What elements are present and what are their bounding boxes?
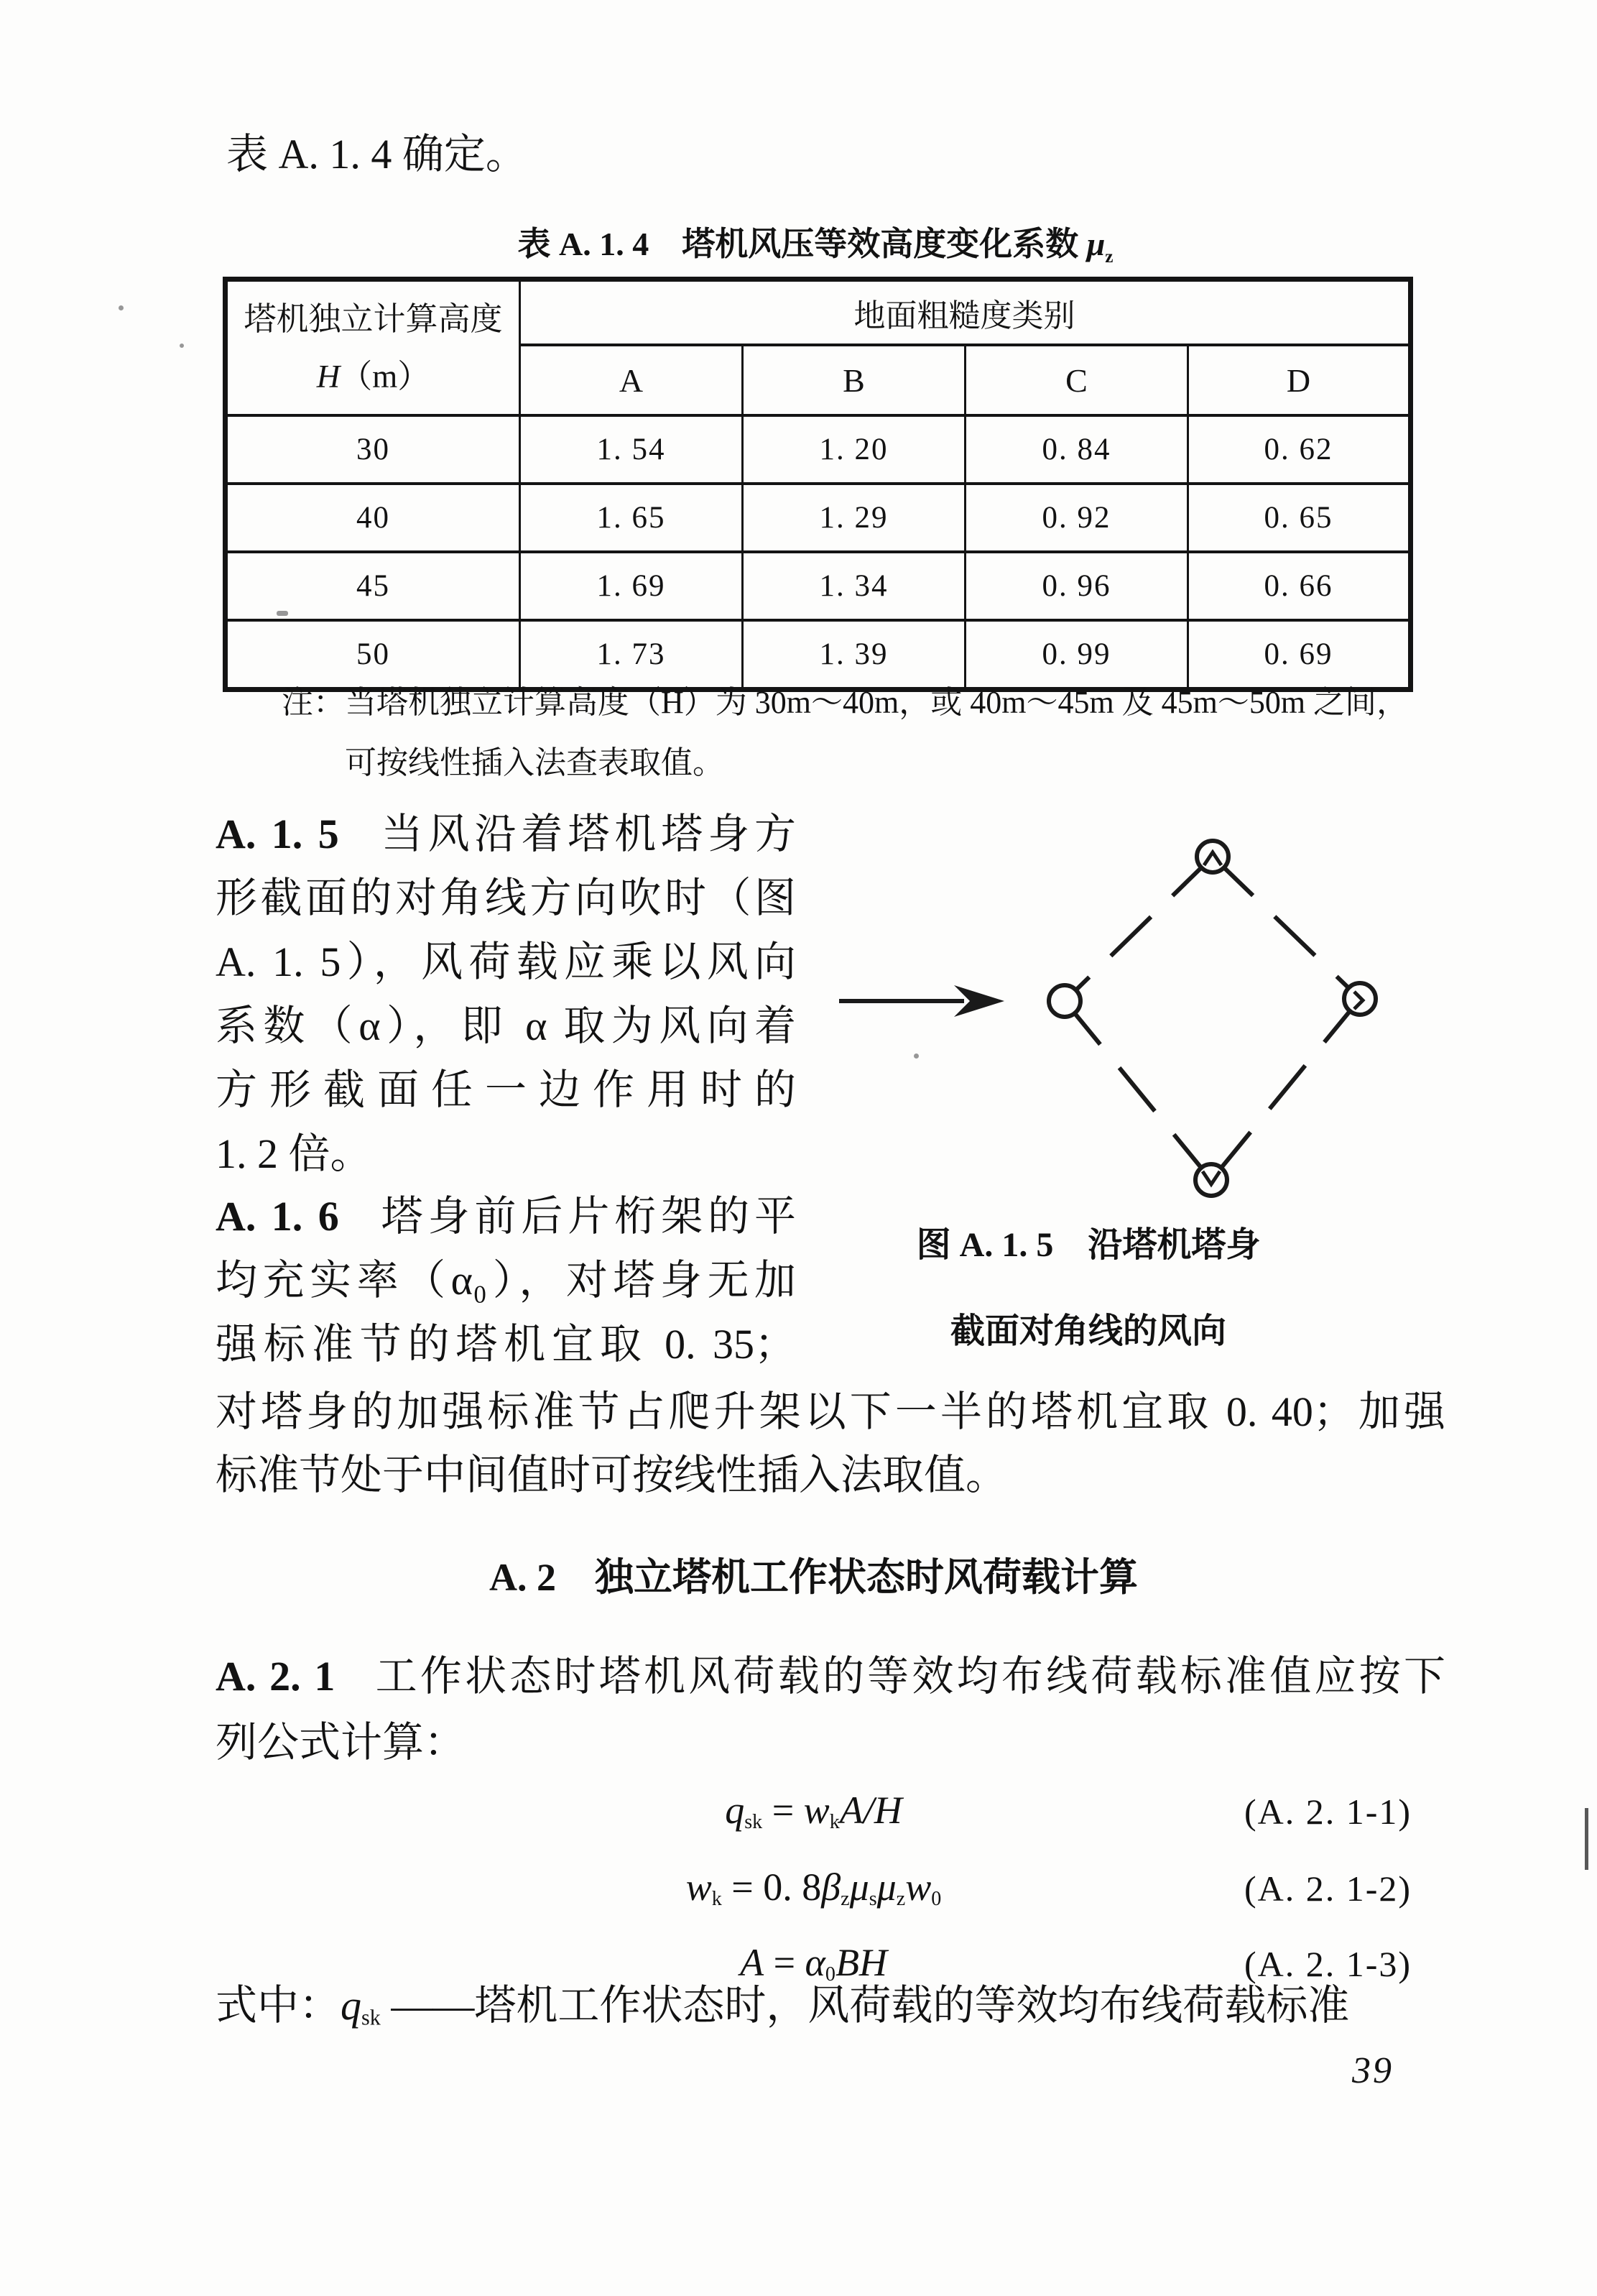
table-note-line-1: 注：当塔机独立计算高度（H）为 30m～40m，或 40m～45m 及 45m～50m 之间， <box>282 685 1409 720</box>
paragraph-a16-line: 均充实率（α₀），对塔身无加 <box>216 1257 796 1304</box>
table-note-line-2: 可按线性插入法查表取值。 <box>345 745 724 780</box>
section-label-a16: A. 1. 6 <box>216 1193 339 1240</box>
page-number: 39 <box>1352 2050 1394 2091</box>
header-roughness-group: 地面粗糙度类别 <box>520 280 1411 346</box>
formula-expression: $w_k = 0$. $8\beta_z\mu_s\mu_zw_0$ <box>685 1866 942 1911</box>
paragraph-a15-line: 方形截面任一边作用时的 <box>216 1066 796 1113</box>
figure-a15-diagram <box>812 812 1473 1258</box>
paragraph-a15-line: A. 1. 5 当风沿着塔机塔身方 <box>216 811 796 857</box>
mu-symbol: μ <box>1086 226 1106 262</box>
equation-number: (A. 2. 1-3) <box>1244 1944 1412 1984</box>
header-height-label: 塔机独立计算高度 <box>244 301 503 337</box>
paragraph-a21-line: A. 2. 1 工作状态时塔机风荷载的等效均布线荷载标准值应按下 <box>216 1653 1445 1700</box>
equation-number: (A. 2. 1-1) <box>1244 1792 1412 1832</box>
scan-speck <box>119 305 124 310</box>
paragraph-a15-line: 形截面的对角线方向吹时（图 <box>216 875 796 921</box>
formula-a211 <box>216 1788 1412 1834</box>
mu-subscript: z <box>1105 246 1114 267</box>
header-col-c: C <box>966 345 1188 415</box>
table-row: 30 1. 54 1. 20 0. 84 0. 62 <box>226 415 1411 484</box>
table-row: 40 1. 65 1. 29 0. 92 0. 65 <box>226 484 1411 552</box>
paragraph-a16-line: A. 1. 6 塔身前后片桁架的平 <box>216 1193 796 1240</box>
paragraph-a21-line: 列公式计算： <box>216 1719 466 1766</box>
table-header-row-1 <box>226 280 1411 346</box>
paragraph-a15-line: A. 1. 5），风荷载应乘以风向 <box>216 939 796 985</box>
formula-a212 <box>216 1865 1412 1911</box>
scan-speck <box>277 611 288 616</box>
formula-expression: $A = \alpha_0BH$ <box>740 1941 887 1986</box>
scan-speck <box>914 1054 919 1059</box>
corner-chord-icon <box>1049 841 1376 1196</box>
paragraph-a16-full-line: 标准节处于中间值时可按线性插入法取值。 <box>216 1452 1008 1498</box>
diamond-sides <box>1065 857 1360 1180</box>
qsk-variable: q <box>341 1982 362 2029</box>
table-title: 表 A. 1. 4 塔机风压等效高度变化系数 $\mu_z$ <box>517 226 1114 267</box>
table-row: 45 1. 69 1. 34 0. 96 0. 66 <box>226 552 1411 620</box>
header-col-b: B <box>743 345 966 415</box>
figure-caption-line-2: 截面对角线的风向 <box>950 1312 1226 1350</box>
equation-number: (A. 2. 1-2) <box>1244 1868 1412 1909</box>
corner-angle-marks <box>1203 852 1363 1184</box>
figure-caption-line-1: 图 A. 1. 5 沿塔机塔身 <box>916 1226 1261 1264</box>
header-col-d: D <box>1188 345 1411 415</box>
note-label: 注： <box>282 685 345 720</box>
header-col-a: A <box>520 345 743 415</box>
paragraph-a16-line: 强标准节的塔机宜取 0. 35； <box>216 1321 796 1368</box>
paragraph-a16-full-line: 对塔身的加强标准节占爬升架以下一半的塔机宜取 0. 40；加强 <box>216 1388 1445 1435</box>
formula-a213 <box>216 1940 1412 1986</box>
table-row: 50 1. 73 1. 39 0. 99 0. 69 <box>226 620 1411 690</box>
mu-z-table <box>223 277 1413 692</box>
scan-speck <box>180 344 184 348</box>
section-heading-a2: A. 2 独立塔机工作状态时风荷载计算 <box>489 1556 1138 1599</box>
intro-text: 表 A. 1. 4 确定。 <box>226 131 527 177</box>
scan-edge-artifact <box>1585 1808 1588 1870</box>
wind-direction-arrow-icon <box>839 985 1004 1017</box>
header-height-unit: H（m） <box>316 359 430 395</box>
where-clause-line: 式中：$q_{sk}$ ——塔机工作状态时，风荷载的等效均布线荷载标准 <box>216 1982 1350 2030</box>
paragraph-a15-line: 系数（α），即 α 取为风向着 <box>216 1002 796 1049</box>
header-height-cell <box>226 280 520 416</box>
section-label-a15: A. 1. 5 <box>216 811 339 857</box>
section-label-a21: A. 2. 1 <box>216 1653 335 1700</box>
paragraph-a15-line: 1. 2 倍。 <box>216 1130 372 1177</box>
formula-expression: $q_{sk} = w_kA/H$ <box>725 1789 902 1834</box>
